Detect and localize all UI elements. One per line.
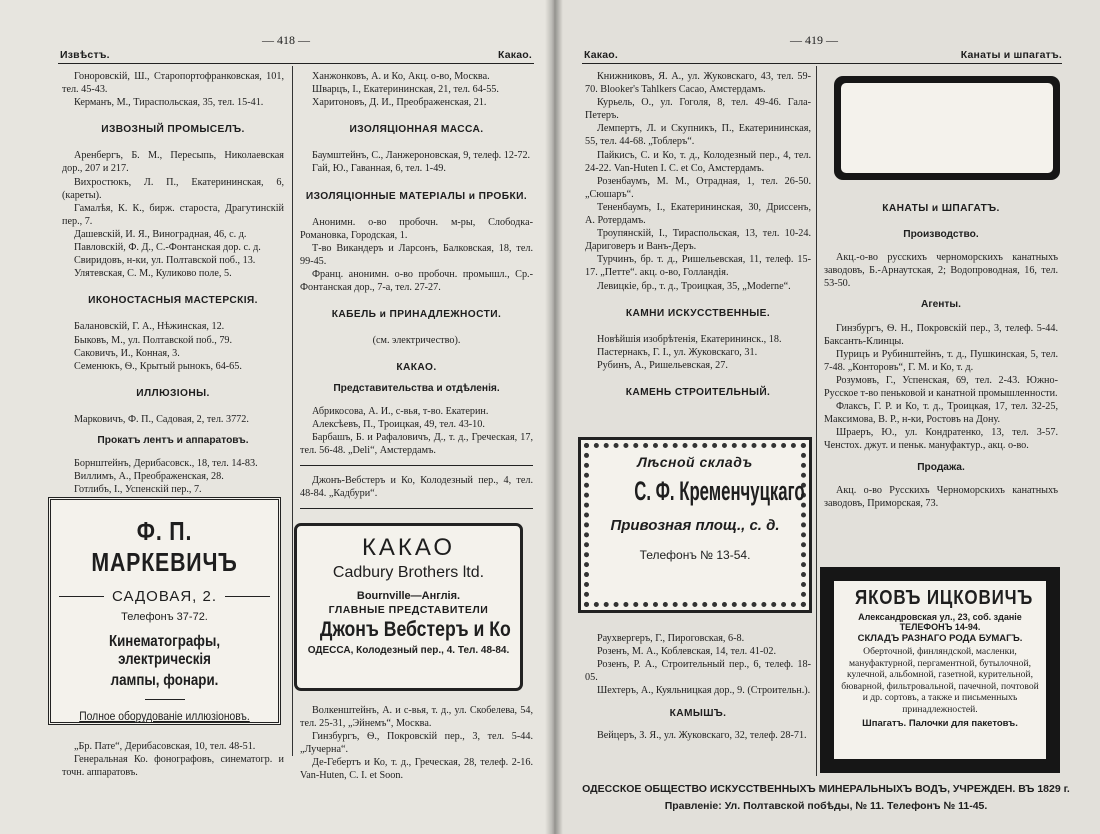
column-right bbox=[300, 70, 533, 805]
entry: Вихростюкъ, Л. П., Екатерининская, 6, (кареты). bbox=[62, 176, 284, 201]
entry: Свиридовъ, н-ки, ул. Полтавской поб., 13. bbox=[74, 255, 256, 267]
entry: Гинзбургъ, Ѳ. Н., Покровскій пер., 3, телеф. 5-44. Баксанть-Клинцы. bbox=[824, 322, 1058, 347]
entry: Курьель, О., ул. Гоголя, 8, тел. 49-46. Гала-Петеръ. bbox=[585, 97, 811, 122]
running-header-left: Какао. bbox=[584, 49, 619, 61]
entry: Пурицъ и Рубинштейнъ, т. д., Пушкинская, 5, тел. 7-48. „Конторовъ“, Г. М. и Ко, т. д. bbox=[824, 348, 1058, 373]
entry: Борнштейнъ, Дерибасовск., 18, тел. 14-83. bbox=[74, 458, 258, 470]
section-heading: КАМЫШЪ. bbox=[669, 708, 727, 720]
section-heading: ИЛЛЮЗІОНЫ. bbox=[136, 387, 210, 399]
ad-address: ОДЕССА, Колодезный пер., 4. Тел. 48-84. bbox=[307, 645, 510, 656]
entry: Абрикосова, А. И., с-вья, т-во. Екатерин. bbox=[312, 405, 489, 417]
running-header-left: Извѣстъ. bbox=[60, 49, 110, 61]
section-subheading: Агенты. bbox=[921, 299, 961, 311]
entry: Книжниковъ, Я. А., ул. Жуковскаго, 43, тел. 59-70. Blooker's Tahlkers Cacao, Амстердамъ. bbox=[585, 71, 811, 96]
entry: Левицкіе, бр., т. д., Троицкая, 35, „Moderne“. bbox=[597, 280, 791, 292]
page-number: — 418 — bbox=[262, 33, 310, 47]
bottom-entries bbox=[62, 740, 284, 779]
book-gutter bbox=[545, 0, 563, 834]
footer-line: ОДЕССКОЕ ОБЩЕСТВО ИСКУССТВЕННЫХЪ МИНЕРАЛЬНЫХЪ ВОДЪ, УЧРЕЖДЕН. ВЪ 1829 г. bbox=[582, 783, 1070, 795]
entry: Т-во Викандеръ и Ларсонъ, Балковская, 18, тел. 99-45. bbox=[300, 242, 533, 267]
entry: Шехтеръ, А., Куяльницкая дор., 9. (Строительн.). bbox=[597, 685, 811, 697]
column-left bbox=[585, 70, 811, 775]
section-heading: ИЗОЛЯЦІОННАЯ МАССА. bbox=[349, 124, 484, 136]
entry: Семенюкъ, Ѳ., Крытый рынокъ, 64-65. bbox=[74, 360, 242, 372]
section-subheading: Прокатъ лентъ и аппаратовъ. bbox=[97, 434, 249, 446]
entry: Розенбаумъ, М. М., Отрадная, 1, тел. 26-50. „Сюшаръ“. bbox=[585, 175, 811, 200]
entry: Раухвергеръ, Г., Пироговская, 6-8. bbox=[597, 633, 745, 644]
section-heading: КАНАТЫ и ШПАГАТЪ. bbox=[882, 203, 1000, 214]
ad-name: ЯКОВЪ ИЦКОВИЧЪ bbox=[855, 587, 1034, 609]
ad-reps: ГЛАВНЫЕ ПРЕДСТАВИТЕЛИ bbox=[328, 604, 489, 616]
ad-kremenchutsky bbox=[578, 437, 812, 613]
ad-phone: Телефонъ 37-72. bbox=[121, 611, 208, 623]
entry: Анонимн. о-во пробочн. м-ры, Слободка-Романовка, Городская, 1. bbox=[300, 216, 533, 241]
entry: Пайкисъ, С. и Ко, т. д., Колодезный пер., 4, тел. 24-22. Van-Huten I. C. et Co, Амстердамъ. bbox=[585, 149, 811, 174]
entry: Розенъ, Р. А., Строительный пер., 6, телеф. 18-05. bbox=[585, 659, 811, 684]
entry: Шрaеръ, Ю., ул. Кондратенко, 13, тел. 3-57. Ченстох. джут. и пеньк. мануфактур., акц. о-во. bbox=[824, 427, 1058, 452]
entry: Тененбаумъ, І., Екатерининская, 30, Дриссенъ, А. Ротердамъ. bbox=[585, 201, 811, 227]
entry: Готлибъ, І., Успенскій пер., 7. bbox=[74, 484, 202, 496]
ad-content bbox=[597, 454, 805, 562]
ad-markevich bbox=[48, 497, 281, 725]
section-heading: КАМНИ ИСКУССТВЕННЫЕ. bbox=[625, 307, 771, 319]
section-subheading: Производство. bbox=[903, 229, 979, 241]
entry: Быковъ, М., ул. Полтавской поб., 79. bbox=[74, 334, 233, 346]
entry: Розенъ, М. А., Коблевская, 14, тел. 41-02. bbox=[597, 646, 777, 658]
running-header-right: Канаты и шпагатъ. bbox=[960, 49, 1062, 61]
entry: Дашевскій, И. Я., Виноградная, 46, с. д. bbox=[74, 228, 247, 240]
entry: Баумштейнъ, С., Ланжероновская, 9, телеф. 12-72. bbox=[312, 150, 531, 162]
ad-address: Александровская ул., 23, соб. зданіе bbox=[858, 612, 1022, 622]
ad-phone: ТЕЛЕФОНЪ 14-94. bbox=[899, 622, 981, 632]
bottom-entries bbox=[585, 632, 811, 742]
entry: Рубинъ, А., Ришельевская, 27. bbox=[597, 359, 728, 371]
ad-line: лампы, фонари. bbox=[110, 672, 219, 689]
ad-city: Bournville—Англія. bbox=[356, 590, 461, 602]
ad-line: Полное оборудованіе иллюзіоновъ. bbox=[79, 709, 250, 723]
separator-rule bbox=[300, 465, 533, 466]
cross-reference: (см. электричество). bbox=[372, 335, 461, 347]
ad-pathe bbox=[834, 76, 1060, 180]
separator-rule bbox=[300, 508, 533, 509]
header-rule bbox=[582, 63, 1062, 64]
ad-rule bbox=[145, 699, 185, 700]
section-heading: ИКОНОСТАСНЫЯ МАСТЕРСКІЯ. bbox=[88, 295, 258, 307]
ad-ickovich bbox=[820, 567, 1060, 773]
entry: Троупянскій, І., Тираспольская, 13, тел. 10-24. Дариговеръ и Ванъ-Деръ. bbox=[585, 228, 811, 253]
ad-rule bbox=[225, 596, 270, 597]
section-subheading: Представительства и отдѣленія. bbox=[333, 382, 500, 394]
entry: Флаксъ, Г. Р. и Ко, т. д., Троицкая, 17, тел. 32-25, Максимова, В. Р., н-ки, Ростовъ на Дону. bbox=[824, 401, 1058, 426]
entry: Волкенштейнъ, А. и с-вья, т. д., ул. Скобелева, 54, тел. 25-31, „Эйнемъ“, Москва. bbox=[300, 705, 533, 730]
entry: Акц. о-во Русскихъ Черноморскихъ канатныхъ заводовъ, Приморская, 73. bbox=[824, 484, 1058, 509]
entry: Барбашъ, Б. и Рафаловичъ, Д., т. д., Греческая, 17, тел. 56-48. „Deli“, Амстердамъ. bbox=[300, 431, 533, 456]
ad-phone: Телефонъ № 13-54. bbox=[639, 548, 751, 562]
running-header-right: Какао. bbox=[497, 49, 532, 61]
entry: Гинзбургъ, Ѳ., Покровскій пер., 3, тел. 5-44. „Лучерна“. bbox=[300, 731, 533, 756]
column-divider bbox=[292, 66, 293, 756]
entry: Де-Гебертъ и Ко, т. д., Греческая, 28, телеф. 2-16. Van-Huten, C. I. et Soon. bbox=[300, 757, 533, 782]
column-divider bbox=[816, 66, 817, 776]
ad-name: С. Ф. Кременчуцкаго bbox=[634, 476, 805, 506]
entry: Франц. анонимн. о-во пробочн. промышл., Ср.-Фонтанская дор., 7-а, тел. 27-27. bbox=[300, 269, 533, 294]
ad-title: КАКАО bbox=[361, 534, 456, 561]
bottom-entries bbox=[300, 704, 533, 783]
entry: Гамалѣя, К. К., бирж. староста, Драгутинскій пер., 7. bbox=[62, 202, 284, 227]
ad-inner-panel bbox=[841, 83, 1053, 173]
entry: Шварцъ, І., Екатерининская, 21, тел. 64-55. bbox=[312, 84, 499, 96]
entry: Джонъ-Вебстеръ и Ко, Колодезный пер., 4, тел. 48-84. „Кадбури“. bbox=[300, 474, 533, 500]
ad-inner-panel bbox=[834, 581, 1046, 759]
header-rule bbox=[58, 63, 534, 64]
ad-brand: Cadbury Brothers ltd. bbox=[332, 564, 485, 581]
ad-top-line: Лѣсной складъ bbox=[637, 454, 753, 470]
page-419 bbox=[552, 0, 1100, 834]
section-heading: КАМЕНЬ СТРОИТЕЛЬНЫЙ. bbox=[625, 386, 771, 398]
entry: „Бр. Пате“, Дерибасовская, 10, тел. 48-51. bbox=[74, 741, 256, 752]
ad-line: Кинематографы, электрическія bbox=[108, 633, 221, 668]
entry: Марковичъ, Ф. П., Садовая, 2, тел. 3772. bbox=[74, 413, 249, 425]
page-number: — 419 — bbox=[790, 33, 838, 47]
ad-rule bbox=[59, 596, 104, 597]
ad-name: Ф. П. МАРКЕВИЧЪ bbox=[91, 516, 238, 577]
entry: Балановскій, Г. А., Нѣжинская, 12. bbox=[74, 321, 225, 333]
entry: Улятевская, С. М., Куликово поле, 5. bbox=[74, 268, 232, 280]
entry: Новѣйшія изобрѣтенія, Екатерининск., 18. bbox=[597, 333, 782, 345]
ad-street: САДОВАЯ, 2. bbox=[111, 588, 218, 605]
entry: Генеральная Ко. фонографовъ, синематогр. и точн. аппаратовъ. bbox=[62, 754, 284, 779]
entry: Саковичъ, И., Конная, 3. bbox=[74, 347, 180, 359]
entry: Керманъ, М., Тираспольская, 35, тел. 15-41. bbox=[74, 97, 264, 109]
section-subheading: Продажа. bbox=[917, 461, 965, 473]
entry: Пастернакъ, Г. І., ул. Жуковскаго, 31. bbox=[597, 346, 758, 358]
entry: Виллимъ, А., Преображенская, 28. bbox=[74, 471, 224, 483]
section-heading: КАБЕЛЬ и ПРИНАДЛЕЖНОСТИ. bbox=[331, 309, 502, 321]
entry: Вейцеръ, З. Я., ул. Жуковскаго, 32, телеф. 28-71. bbox=[597, 729, 807, 741]
ad-body: Оберточной, финляндской, масленки, мануфактурной, пергаментной, бутылочной, кулечной, альбомной, газетной, курительной, бюварной, фильтровальной, пачечной, почтовой и др. сортовъ, а также и письменныхъ принадлежностей. bbox=[841, 646, 1039, 715]
footer-line: Правленіе: Ул. Полтавской побѣды, № 11. Телефонъ № 11-45. bbox=[664, 800, 988, 812]
entry: Ханжонковъ, А. и Ко, Акц. о-во, Москва. bbox=[312, 71, 490, 82]
ad-last-line: Шпагатъ. Палочки для пакетовъ. bbox=[862, 717, 1018, 729]
entry: Лемпертъ, Л. и Скупникъ, П., Екатерининская, 55, тел. 44-68. „Тоблеръ“. bbox=[585, 123, 811, 148]
ad-cadbury bbox=[294, 523, 523, 691]
entry: Акц.-о-во русскихъ черноморскихъ канатныхъ заводовъ, Б.-Арнаутская, 2; Водопроводная, 16, тел. 53-50. bbox=[824, 252, 1058, 290]
entry: Турчинъ, бр. т. д., Ришельевская, 11, телеф. 15-17. „Петте“. акц. о-во, Голландія. bbox=[585, 254, 811, 279]
ad-street-row bbox=[59, 588, 270, 605]
ad-address: Привозная площ., с. д. bbox=[610, 517, 780, 534]
entry: Розумовъ, Г., Успенская, 69, тел. 2-43. Южно-Русское т-во пеньковой и канатной промышленности. bbox=[824, 374, 1058, 400]
ad-company: Джонъ Вебстеръ и Ко bbox=[319, 618, 511, 641]
entry: Аренбергъ, Б. М., Пересыпь, Николаевская дор., 207 и 217. bbox=[62, 150, 284, 175]
entry: Харитоновъ, Д. И., Преображенская, 21. bbox=[312, 97, 487, 109]
section-heading: КАКАО. bbox=[396, 362, 437, 374]
ad-store: СКЛАДЪ РАЗНАГО РОДА БУМАГЪ. bbox=[857, 633, 1023, 644]
entry: Алексѣевъ, П., Троицкая, 49, тел. 43-10. bbox=[312, 418, 485, 430]
entry: Гоноровскій, Ш., Старопортофранковская, 101, тел. 45-43. bbox=[62, 71, 284, 96]
entry: Павловскій, Ф. Д., С.-Фонтанская дор. с. д. bbox=[74, 242, 261, 254]
section-heading: ИЗВОЗНЫЙ ПРОМЫСЕЛЪ. bbox=[101, 124, 245, 136]
entry: Гай, Ю., Гаванная, 6, тел. 1-49. bbox=[312, 163, 446, 175]
section-heading: ИЗОЛЯЦІОННЫЕ МАТЕРІАЛЫ и ПРОБКИ. bbox=[305, 190, 528, 202]
